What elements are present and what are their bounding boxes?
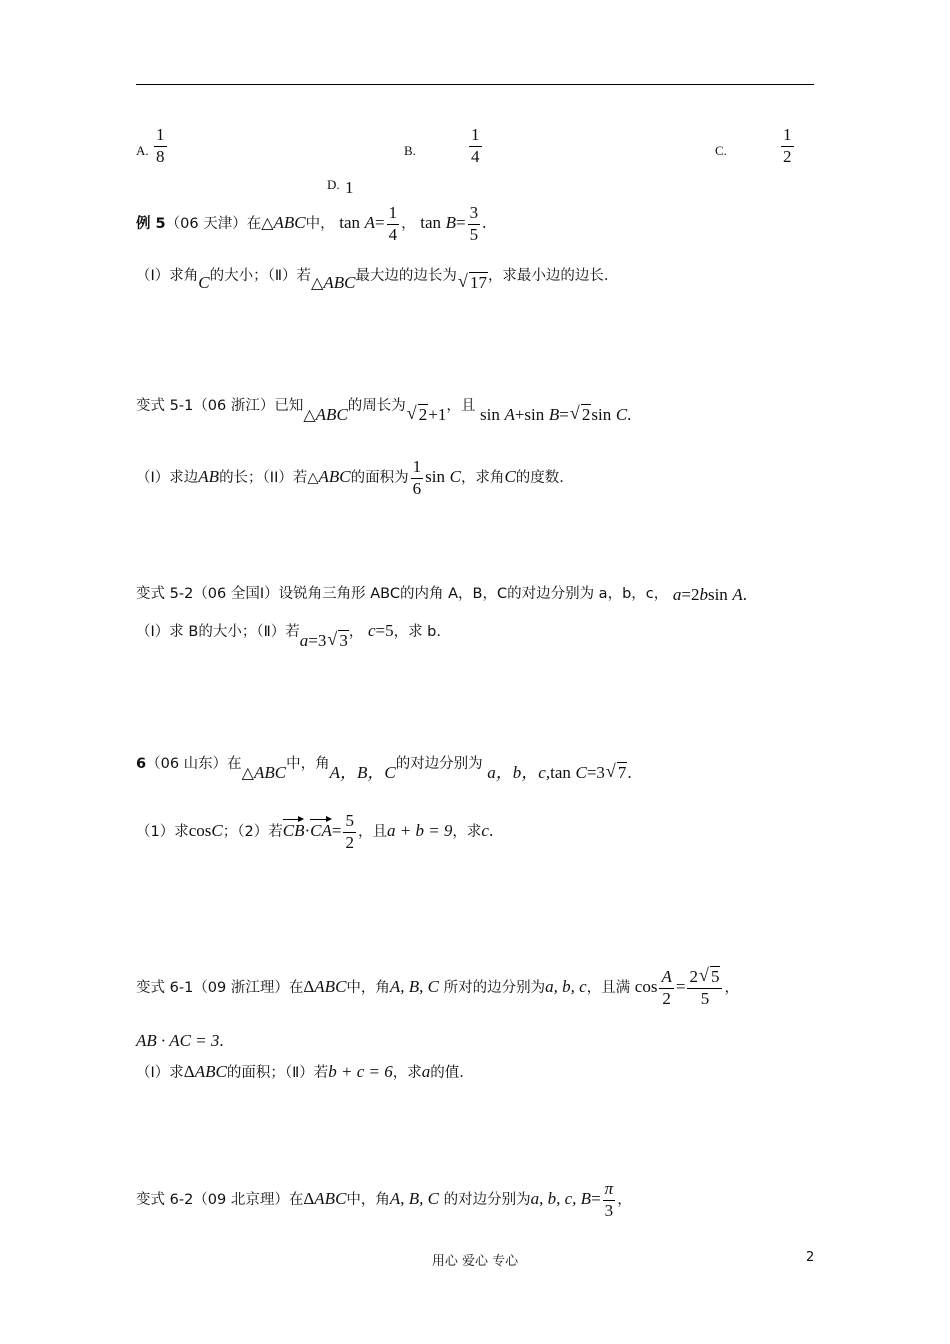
variant-5-2-statement: 变式 5-2（06 全国Ⅰ）设锐角三角形 ABC的内角 A，B，C的对边分别为 a，b，c， a=2bsin A. [136, 585, 748, 604]
tan-b-fraction: $\frac{3}{5}$ [469, 203, 479, 244]
page-footer: 用心 爱心 专心 [431, 1254, 519, 1269]
two-root5-over-5-fraction: $\frac{2√ 5}{5}$ [687, 968, 722, 1008]
one-sixth-fraction: $\frac{1}{6}$ [412, 457, 422, 498]
option-d-value: 1 [345, 178, 354, 197]
option-a-fraction: $\frac{1}{8}$ [156, 125, 165, 166]
example-6-questions: （1）求cosC；（2）若CB·CA= $\frac{5}{2}$ ，且a + b = 9，求c. [136, 811, 494, 852]
sqrt-7: √ 7 [607, 764, 628, 781]
sqrt-17: √ 17 [459, 274, 488, 291]
variant-6-1-questions: （Ⅰ）求ΔABC的面积；（Ⅱ）若b + c = 6，求a的值. [136, 1062, 464, 1081]
variant-5-1-statement: 变式 5-1（06 浙江）已知△ABC的周长为√ 2+1，且 sin A+sin B=√ 2sin C. [136, 396, 631, 414]
option-b-fraction: $\frac{1}{4}$ [471, 125, 480, 166]
tan-a-fraction: $\frac{1}{4}$ [388, 203, 398, 244]
example-label: 例 5 [136, 216, 166, 233]
option-c-label: C. [715, 143, 727, 158]
example-6-statement: 6（06 山东）在△ABC中，角A，B，C的对边分别为 a，b，c,tan C=3√ 7. [136, 754, 632, 772]
option-c-fraction: $\frac{1}{2}$ [783, 125, 792, 166]
sqrt-3: √ 3 [328, 632, 349, 649]
header-rule [136, 84, 814, 85]
option-b-label: B. [404, 143, 416, 158]
page-number: 2 [806, 1250, 815, 1265]
a-over-2-fraction: $\frac{A}{2}$ [661, 967, 672, 1008]
option-a-label: A. [136, 143, 149, 158]
five-halves-fraction: $\frac{5}{2}$ [345, 811, 354, 852]
variant-5-1-questions: （I）求边AB的长；（II）若△ABC的面积为 $\frac{1}{6}$ sin C，求角C的度数. [136, 457, 564, 498]
pi-over-3-fraction: $\frac{\pi}{3}$ [604, 1179, 614, 1220]
example-5-statement: 例 5（06 天津）在△ABC中， tan A= $\frac{1}{4}$ ， tan B= $\frac{3}{5}$ . [136, 203, 487, 244]
example-5-questions: （Ⅰ）求角C的大小；（Ⅱ）若△ABC最大边的边长为√ 17，求最小边的边长. [136, 266, 609, 284]
vector-ca: CA [310, 816, 332, 839]
sqrt-2: √ 2 [408, 406, 429, 423]
vector-cb: CB [283, 816, 305, 839]
option-d-label: D. [327, 177, 340, 192]
variant-5-2-questions: （Ⅰ）求 B的大小；（Ⅱ）若a=3√ 3， c=5，求 b. [136, 622, 441, 640]
variant-6-1-condition: AB · AC = 3. [136, 1031, 224, 1050]
variant-6-2-statement: 变式 6-2（09 北京理）在ΔABC中，角A, B, C 的对边分别为a, b, c, B= $\frac{\pi}{3}$ ， [136, 1179, 632, 1220]
variant-6-1-statement: 变式 6-1（09 浙江理）在ΔABC中，角A, B, C 所对的边分别为a, b, c，且满 cos $\frac{A}{2}$ = $\frac{2√ 5}{5}$ ， [136, 968, 739, 1008]
